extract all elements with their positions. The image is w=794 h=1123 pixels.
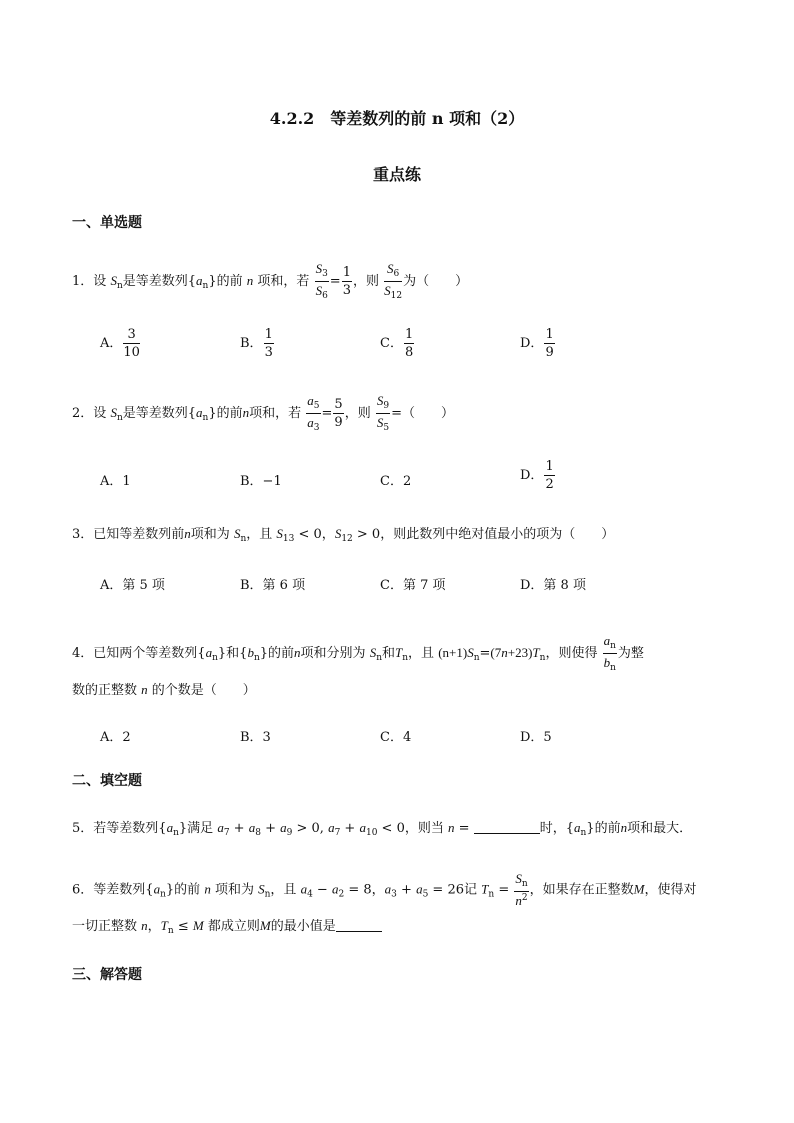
q3-option-a[interactable]: A．第 5 项	[100, 578, 165, 593]
page-title: 4.2.2 等差数列的前 n 项和（2）	[269, 109, 525, 128]
q3-option-c[interactable]: C．第 7 项	[380, 578, 446, 593]
q4-option-d[interactable]: D．5	[520, 730, 552, 745]
q1-option-b[interactable]: B． $\frac{1}{3}$	[240, 327, 273, 360]
q2-option-d[interactable]: D． $\frac{1}{2}$	[520, 459, 554, 492]
q2-option-c[interactable]: C．2	[380, 474, 412, 489]
question-6-line-2: 一切正整数 n，$T_n \le M$ 都成立则M的最小值是	[72, 916, 382, 941]
question-3: 3．已知等差数列前n项和为 $S_n$，且 $S_{13} < 0$，$S_{12} > 0$，则此数列中绝对值最小的项为（ ）	[72, 526, 615, 544]
q3-option-d[interactable]: D．第 8 项	[520, 578, 586, 593]
page-subtitle: 重点练	[372, 165, 421, 184]
q4-option-b[interactable]: B．3	[240, 730, 271, 745]
q1-option-a[interactable]: A． $\frac{3}{10}$	[100, 327, 140, 360]
question-6: 6．等差数列$\{a_n\}$的前 n 项和为 $S_n$，且 $a_4 - a_2 = 8$，$a_3 + a_5 = 26$记 $T_n$ = $\frac{S_n}{n^2}$ ，如果存在正整数M，使得对	[72, 871, 697, 908]
question-4: 4．已知两个等差数列$\{a_n\}$和$\{b_n\}$的前n项和分别为 $S_n$和$T_n$，且 $(n+1)S_n=(7n+23)T_n$，则使得 $\frac{a_n}{b_n}$ 为整	[72, 633, 644, 673]
question-5: 5．若等差数列$\{a_n\}$满足 $a_7 + a_8 + a_9 > 0$, $a_7 + a_{10} < 0$，则当 n = 时，$\{a_n\}$的前n项和最大．	[72, 820, 693, 838]
question-4-line-2: 数的正整数 n 的个数是（ ）	[72, 682, 256, 698]
q2-option-a[interactable]: A．1	[100, 474, 131, 489]
section-heading-fill-blank: 二、填空题	[72, 773, 142, 789]
question-2: 2．设 $S_n$是等差数列$\{a_n\}$的前n项和，若 $\frac{a_5}{a_3}$ = $\frac{5}{9}$ ，则 $\frac{S_9}{S_5}$ =（ ）	[72, 393, 454, 433]
q3-option-b[interactable]: B．第 6 项	[240, 578, 306, 593]
q6-answer-blank[interactable]	[336, 919, 382, 932]
q1-option-d[interactable]: D． $\frac{1}{9}$	[520, 327, 554, 360]
q2-option-b[interactable]: B．−1	[240, 474, 282, 489]
section-heading-solution: 三、解答题	[72, 967, 142, 983]
q4-option-c[interactable]: C．4	[380, 730, 412, 745]
section-heading-single-choice: 一、单选题	[72, 215, 142, 231]
question-1: 1．设 $S_n$是等差数列$\{a_n\}$的前 n 项和，若 $\frac{S_3}{S_6}$ = $\frac{1}{3}$ ，则 $\frac{S_6}{S_{12}}$ 为（ ）	[72, 261, 469, 301]
q1-option-c[interactable]: C． $\frac{1}{8}$	[380, 327, 414, 360]
q5-answer-blank[interactable]	[474, 821, 540, 834]
q4-option-a[interactable]: A．2	[100, 730, 131, 745]
